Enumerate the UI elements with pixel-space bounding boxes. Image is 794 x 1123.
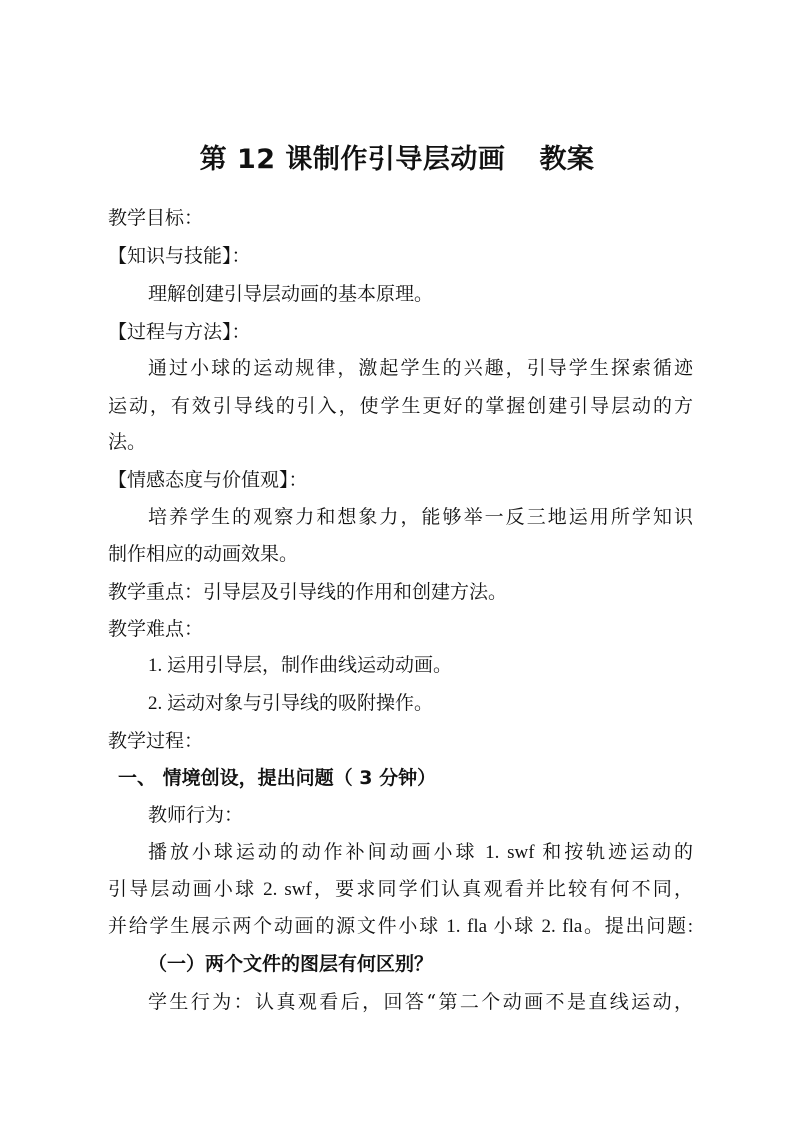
teacher-behavior-text-2: 引导层动画小球 2. swf，要求同学们认真观看并比较有何不同， (108, 879, 693, 900)
teacher-behavior-text-3: 并给学生展示两个动画的源文件小球 1. fla 小球 2. fla。提出问题: (108, 916, 693, 937)
teaching-goals-heading: 教学目标： (108, 207, 204, 229)
knowledge-skills-heading: 【知识与技能】： (108, 245, 251, 267)
key-points: 教学重点：引导层及引导线的作用和创建方法。 (108, 581, 508, 603)
section-heading-1: 一、 情境创设，提出问题（ 3 分钟） (118, 767, 437, 789)
teaching-process-heading: 教学过程： (108, 730, 204, 752)
process-method-text-3: 法。 (108, 431, 147, 453)
difficult-point-2: 2. 运动对象与引导线的吸附操作。 (148, 693, 434, 714)
knowledge-skills-text: 理解创建引导层动画的基本原理。 (148, 283, 434, 305)
teacher-behavior-heading: 教师行为： (148, 804, 244, 826)
attitude-values-text-1: 培养学生的观察力和想象力，能够举一反三地运用所学知识 (148, 506, 693, 528)
process-method-text-1: 通过小球的运动规律，激起学生的兴趣，引导学生探索循迹 (148, 357, 693, 379)
difficult-points-heading: 教学难点： (108, 618, 204, 640)
attitude-values-heading: 【情感态度与价值观】： (108, 469, 308, 491)
document-title (0, 140, 794, 180)
student-behavior-text: 学生行为：认真观看后，回答“第二个动画不是直线运动， (148, 991, 693, 1013)
process-method-heading: 【过程与方法】： (108, 321, 251, 343)
difficult-point-1: 1. 运用引导层，制作曲线运动动画。 (148, 655, 453, 676)
attitude-values-text-2: 制作相应的动画效果。 (108, 543, 299, 565)
teacher-behavior-text-1: 播放小球运动的动作补间动画小球 1. swf 和按轨迹运动的 (148, 842, 693, 863)
question-1: （一）两个文件的图层有何区别？ (148, 953, 434, 975)
title-main: 第 12 课制作引导层动画 (199, 144, 506, 175)
process-method-text-2: 运动，有效引导线的引入，使学生更好的掌握创建引导层动的方 (108, 395, 693, 417)
title-tail: 教案 (539, 144, 595, 175)
